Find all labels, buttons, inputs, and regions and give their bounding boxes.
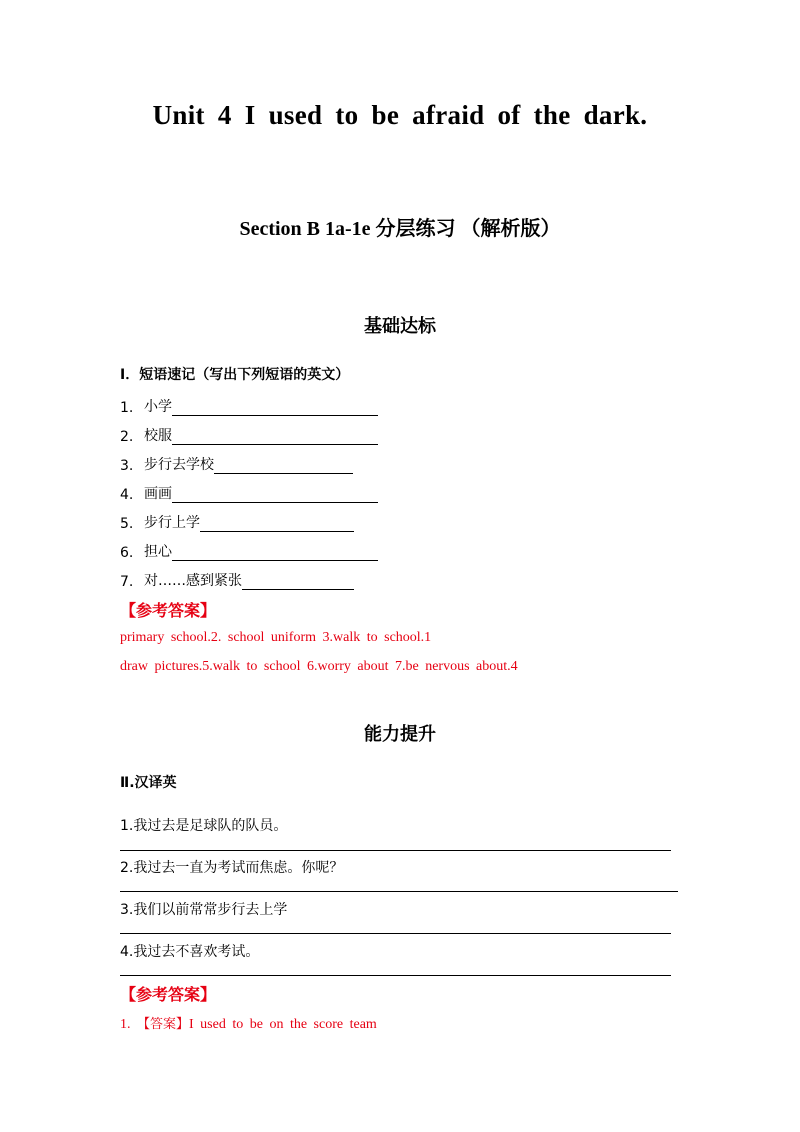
answer-blank: [172, 430, 378, 445]
answer-text: I used to be on the score team: [189, 1017, 377, 1032]
document-title: Unit 4 I used to be afraid of the dark.: [152, 100, 648, 130]
item-text: 步行去学校: [144, 457, 214, 473]
phrase-item-7: [120, 570, 354, 590]
answer-rule-2: [120, 891, 678, 892]
answer-number: 1.: [120, 1017, 131, 1032]
translation-question-2: 2.我过去一直为考试而焦虑。你呢？: [120, 860, 344, 876]
answer-blank: [172, 546, 378, 561]
translation-question-3: 3.我们以前常常步行去上学: [120, 902, 288, 918]
document-subtitle: Section B 1a-1e 分层练习 （解析版）: [239, 218, 561, 240]
phrase-item-5: [120, 512, 354, 532]
reference-answer-label: 【参考答案】: [120, 601, 217, 620]
reference-answer-label-2: 【参考答案】: [120, 985, 217, 1004]
answer-blank: [172, 401, 378, 416]
item-text: 对……感到紧张: [144, 573, 242, 589]
answer-rule-4: [120, 975, 671, 976]
item-text: 小学: [144, 399, 172, 415]
answer-entry-1: [120, 1013, 377, 1033]
phrase-item-2: [120, 425, 378, 445]
phrase-item-4: [120, 483, 378, 503]
item-text: 校服: [144, 428, 172, 444]
answer-blank: [172, 488, 378, 503]
item-number: 6.: [120, 545, 134, 561]
answer-blank: [214, 459, 353, 474]
item-number: 7.: [120, 574, 134, 590]
item-text: 担心: [144, 544, 172, 560]
answer-line-2: draw pictures.5.walk to school 6.worry about 7.be nervous about.4: [120, 659, 518, 674]
part-title-phrases: Ⅰ．短语速记（写出下列短语的英文）: [120, 367, 350, 383]
item-number: 5.: [120, 516, 134, 532]
answer-line-1: primary school.2. school uniform 3.walk to school.1: [120, 630, 432, 645]
phrase-item-6: [120, 541, 378, 561]
phrase-item-3: [120, 454, 353, 474]
section-heading-advanced: 能力提升: [364, 724, 436, 745]
answer-rule-3: [120, 933, 671, 934]
translation-question-1: 1.我过去是足球队的队员。: [120, 818, 288, 834]
section-heading-basic: 基础达标: [364, 316, 436, 337]
part-title-translation: Ⅱ.汉译英: [120, 775, 177, 791]
phrase-item-1: [120, 396, 378, 416]
answer-tag: 【答案】: [137, 1017, 190, 1032]
answer-blank: [200, 517, 354, 532]
item-number: 4.: [120, 487, 134, 503]
item-number: 3.: [120, 458, 134, 474]
answer-blank: [242, 575, 354, 590]
item-number: 2.: [120, 429, 134, 445]
item-number: 1.: [120, 400, 134, 416]
item-text: 步行上学: [144, 515, 200, 531]
translation-question-4: 4.我过去不喜欢考试。: [120, 944, 260, 960]
item-text: 画画: [144, 486, 172, 502]
answer-rule-1: [120, 850, 671, 851]
